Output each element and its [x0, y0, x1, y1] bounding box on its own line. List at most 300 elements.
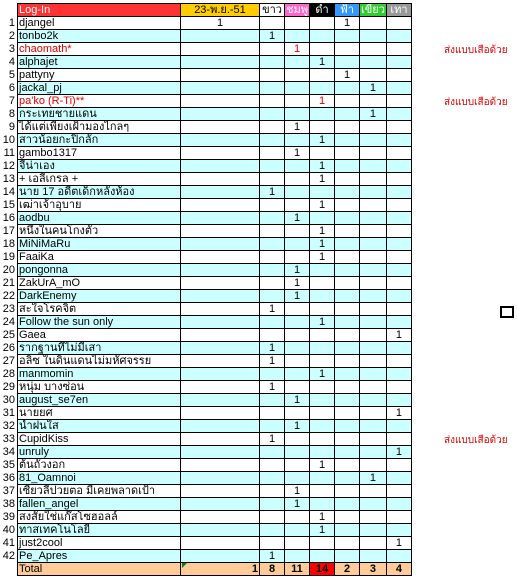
- login-name-cell[interactable]: djangel: [18, 17, 181, 30]
- vote-cell-pink[interactable]: [285, 537, 310, 550]
- vote-cell-date[interactable]: [181, 485, 260, 498]
- vote-cell-gray[interactable]: [386, 186, 411, 199]
- vote-cell-date[interactable]: [181, 381, 260, 394]
- vote-cell-date[interactable]: [181, 30, 260, 43]
- vote-cell-black[interactable]: [310, 147, 335, 160]
- vote-cell-green[interactable]: [360, 407, 387, 420]
- vote-cell-sky[interactable]: [335, 368, 360, 381]
- vote-cell-black[interactable]: [310, 537, 335, 550]
- column-header-black[interactable]: ดำ: [310, 4, 335, 17]
- vote-cell-gray[interactable]: [386, 277, 411, 290]
- vote-cell-sky[interactable]: [335, 407, 360, 420]
- vote-cell-gray[interactable]: 1: [386, 329, 411, 342]
- vote-cell-white[interactable]: 1: [260, 381, 285, 394]
- vote-cell-pink[interactable]: [285, 368, 310, 381]
- vote-cell-pink[interactable]: [285, 95, 310, 108]
- login-name-cell[interactable]: รากฐานที่ไม่มีเสา: [18, 342, 181, 355]
- login-header[interactable]: Log-In: [18, 4, 181, 17]
- vote-cell-green[interactable]: [360, 160, 387, 173]
- vote-cell-white[interactable]: [260, 199, 285, 212]
- vote-cell-pink[interactable]: 1: [285, 212, 310, 225]
- vote-cell-sky[interactable]: [335, 498, 360, 511]
- vote-cell-sky[interactable]: [335, 316, 360, 329]
- vote-cell-gray[interactable]: [386, 160, 411, 173]
- vote-cell-gray[interactable]: [386, 134, 411, 147]
- vote-cell-pink[interactable]: [285, 56, 310, 69]
- vote-cell-green[interactable]: [360, 537, 387, 550]
- vote-cell-date[interactable]: [181, 498, 260, 511]
- vote-cell-sky[interactable]: [335, 446, 360, 459]
- vote-cell-black[interactable]: 1: [310, 368, 335, 381]
- vote-cell-date[interactable]: [181, 537, 260, 550]
- login-name-cell[interactable]: gambo1317: [18, 147, 181, 160]
- vote-cell-sky[interactable]: [335, 381, 360, 394]
- vote-cell-green[interactable]: [360, 173, 387, 186]
- date-header[interactable]: 23-พ.ย.-51: [181, 4, 260, 17]
- vote-cell-gray[interactable]: [386, 550, 411, 563]
- vote-cell-black[interactable]: 1: [310, 316, 335, 329]
- vote-cell-green[interactable]: 1: [360, 108, 387, 121]
- vote-cell-pink[interactable]: 1: [285, 121, 310, 134]
- vote-cell-black[interactable]: 1: [310, 160, 335, 173]
- vote-cell-white[interactable]: [260, 225, 285, 238]
- vote-cell-date[interactable]: [181, 56, 260, 69]
- vote-cell-green[interactable]: [360, 485, 387, 498]
- vote-cell-white[interactable]: [260, 134, 285, 147]
- vote-cell-gray[interactable]: [386, 342, 411, 355]
- vote-cell-green[interactable]: [360, 342, 387, 355]
- vote-cell-green[interactable]: [360, 316, 387, 329]
- vote-cell-pink[interactable]: [285, 329, 310, 342]
- login-name-cell[interactable]: + เอลีเกรล +: [18, 173, 181, 186]
- vote-cell-green[interactable]: [360, 121, 387, 134]
- vote-cell-sky[interactable]: [335, 186, 360, 199]
- vote-cell-gray[interactable]: [386, 355, 411, 368]
- vote-cell-black[interactable]: 1: [310, 95, 335, 108]
- vote-cell-white[interactable]: 1: [260, 186, 285, 199]
- vote-cell-black[interactable]: 1: [310, 56, 335, 69]
- vote-cell-pink[interactable]: 1: [285, 394, 310, 407]
- vote-cell-green[interactable]: [360, 498, 387, 511]
- vote-cell-pink[interactable]: [285, 446, 310, 459]
- vote-cell-green[interactable]: [360, 524, 387, 537]
- vote-cell-pink[interactable]: [285, 511, 310, 524]
- vote-cell-sky[interactable]: [335, 173, 360, 186]
- vote-cell-gray[interactable]: [386, 316, 411, 329]
- login-name-cell[interactable]: unruly: [18, 446, 181, 459]
- vote-cell-green[interactable]: [360, 381, 387, 394]
- vote-cell-date[interactable]: [181, 511, 260, 524]
- vote-cell-black[interactable]: [310, 433, 335, 446]
- vote-cell-white[interactable]: [260, 95, 285, 108]
- vote-cell-sky[interactable]: [335, 394, 360, 407]
- vote-cell-pink[interactable]: [285, 17, 310, 30]
- vote-cell-green[interactable]: [360, 30, 387, 43]
- vote-cell-sky[interactable]: [335, 329, 360, 342]
- vote-cell-pink[interactable]: [285, 30, 310, 43]
- vote-cell-black[interactable]: [310, 82, 335, 95]
- login-name-cell[interactable]: ZakUrA_mO: [18, 277, 181, 290]
- vote-cell-black[interactable]: [310, 329, 335, 342]
- vote-cell-black[interactable]: [310, 355, 335, 368]
- vote-cell-sky[interactable]: [335, 134, 360, 147]
- vote-cell-gray[interactable]: [386, 368, 411, 381]
- vote-cell-black[interactable]: [310, 420, 335, 433]
- vote-cell-date[interactable]: 1: [181, 17, 260, 30]
- vote-cell-gray[interactable]: [386, 433, 411, 446]
- vote-cell-gray[interactable]: [386, 82, 411, 95]
- vote-cell-gray[interactable]: [386, 472, 411, 485]
- vote-cell-black[interactable]: [310, 303, 335, 316]
- vote-cell-sky[interactable]: [335, 485, 360, 498]
- vote-cell-green[interactable]: [360, 368, 387, 381]
- vote-cell-black[interactable]: [310, 186, 335, 199]
- vote-cell-green[interactable]: [360, 134, 387, 147]
- vote-cell-sky[interactable]: [335, 433, 360, 446]
- vote-cell-date[interactable]: [181, 407, 260, 420]
- vote-cell-white[interactable]: 1: [260, 342, 285, 355]
- vote-cell-green[interactable]: [360, 238, 387, 251]
- vote-cell-pink[interactable]: [285, 134, 310, 147]
- vote-cell-white[interactable]: [260, 537, 285, 550]
- vote-cell-sky[interactable]: [335, 277, 360, 290]
- vote-cell-white[interactable]: [260, 264, 285, 277]
- vote-cell-white[interactable]: [260, 524, 285, 537]
- vote-cell-gray[interactable]: [386, 290, 411, 303]
- vote-cell-pink[interactable]: 1: [285, 485, 310, 498]
- vote-cell-date[interactable]: [181, 225, 260, 238]
- vote-cell-gray[interactable]: 1: [386, 407, 411, 420]
- vote-cell-green[interactable]: [360, 329, 387, 342]
- vote-cell-green[interactable]: [360, 212, 387, 225]
- login-name-cell[interactable]: Follow the sun only: [18, 316, 181, 329]
- vote-cell-gray[interactable]: [386, 264, 411, 277]
- vote-cell-date[interactable]: [181, 173, 260, 186]
- vote-cell-sky[interactable]: [335, 56, 360, 69]
- vote-cell-black[interactable]: [310, 121, 335, 134]
- login-name-cell[interactable]: นายยศ: [18, 407, 181, 420]
- vote-cell-black[interactable]: [310, 550, 335, 563]
- vote-cell-white[interactable]: [260, 459, 285, 472]
- vote-cell-date[interactable]: [181, 368, 260, 381]
- vote-cell-sky[interactable]: [335, 472, 360, 485]
- vote-cell-black[interactable]: [310, 69, 335, 82]
- vote-cell-sky[interactable]: [335, 82, 360, 95]
- login-name-cell[interactable]: น้ำฝนใส: [18, 420, 181, 433]
- vote-cell-date[interactable]: [181, 459, 260, 472]
- vote-cell-white[interactable]: [260, 277, 285, 290]
- vote-cell-pink[interactable]: [285, 108, 310, 121]
- vote-cell-black[interactable]: [310, 498, 335, 511]
- vote-cell-pink[interactable]: [285, 238, 310, 251]
- vote-cell-pink[interactable]: [285, 381, 310, 394]
- vote-cell-sky[interactable]: [335, 251, 360, 264]
- vote-cell-black[interactable]: [310, 472, 335, 485]
- vote-cell-pink[interactable]: [285, 225, 310, 238]
- login-name-cell[interactable]: aodbu: [18, 212, 181, 225]
- vote-cell-pink[interactable]: [285, 251, 310, 264]
- vote-cell-date[interactable]: [181, 121, 260, 134]
- vote-cell-gray[interactable]: [386, 173, 411, 186]
- vote-cell-gray[interactable]: [386, 199, 411, 212]
- vote-cell-sky[interactable]: 1: [335, 69, 360, 82]
- vote-cell-black[interactable]: [310, 30, 335, 43]
- login-name-cell[interactable]: จีน่าเอง: [18, 160, 181, 173]
- vote-cell-green[interactable]: [360, 394, 387, 407]
- vote-cell-gray[interactable]: [386, 225, 411, 238]
- vote-cell-white[interactable]: [260, 121, 285, 134]
- vote-cell-white[interactable]: [260, 420, 285, 433]
- vote-cell-white[interactable]: 1: [260, 433, 285, 446]
- vote-cell-gray[interactable]: [386, 394, 411, 407]
- login-name-cell[interactable]: สะใจโรคจิต: [18, 303, 181, 316]
- vote-cell-black[interactable]: 1: [310, 173, 335, 186]
- vote-cell-white[interactable]: 1: [260, 355, 285, 368]
- column-header-white[interactable]: ขาว: [260, 4, 285, 17]
- vote-cell-date[interactable]: [181, 238, 260, 251]
- login-name-cell[interactable]: pattyny: [18, 69, 181, 82]
- vote-cell-sky[interactable]: [335, 147, 360, 160]
- vote-cell-green[interactable]: 1: [360, 82, 387, 95]
- vote-cell-black[interactable]: [310, 17, 335, 30]
- vote-cell-pink[interactable]: [285, 355, 310, 368]
- vote-cell-white[interactable]: [260, 316, 285, 329]
- column-header-pink[interactable]: ชมพู: [286, 4, 308, 16]
- vote-cell-white[interactable]: 1: [260, 30, 285, 43]
- vote-cell-green[interactable]: [360, 511, 387, 524]
- vote-cell-green[interactable]: [360, 459, 387, 472]
- vote-cell-black[interactable]: [310, 407, 335, 420]
- login-name-cell[interactable]: 81_Oamnoi: [18, 472, 181, 485]
- vote-cell-pink[interactable]: 1: [285, 290, 310, 303]
- vote-cell-sky[interactable]: [335, 95, 360, 108]
- vote-cell-black[interactable]: [310, 381, 335, 394]
- vote-cell-black[interactable]: [310, 264, 335, 277]
- login-name-cell[interactable]: just2cool: [18, 537, 181, 550]
- vote-cell-green[interactable]: [360, 550, 387, 563]
- vote-cell-date[interactable]: [181, 316, 260, 329]
- vote-cell-black[interactable]: [310, 342, 335, 355]
- vote-cell-sky[interactable]: [335, 238, 360, 251]
- login-name-cell[interactable]: อลิซ ในดินแดนไม่มหัศจรรย: [18, 355, 181, 368]
- column-header-green[interactable]: เขียว: [361, 4, 385, 16]
- vote-cell-black[interactable]: 1: [310, 238, 335, 251]
- vote-cell-green[interactable]: [360, 186, 387, 199]
- vote-cell-green[interactable]: [360, 303, 387, 316]
- vote-cell-green[interactable]: [360, 355, 387, 368]
- vote-cell-sky[interactable]: [335, 290, 360, 303]
- login-name-cell[interactable]: chaomath*: [18, 43, 181, 56]
- vote-cell-white[interactable]: [260, 498, 285, 511]
- vote-cell-date[interactable]: [181, 472, 260, 485]
- vote-cell-date[interactable]: [181, 303, 260, 316]
- vote-cell-white[interactable]: [260, 485, 285, 498]
- vote-cell-pink[interactable]: [285, 407, 310, 420]
- vote-cell-white[interactable]: [260, 238, 285, 251]
- login-name-cell[interactable]: Gaea: [18, 329, 181, 342]
- vote-cell-pink[interactable]: 1: [285, 498, 310, 511]
- vote-cell-date[interactable]: [181, 329, 260, 342]
- vote-cell-green[interactable]: [360, 199, 387, 212]
- login-name-cell[interactable]: manmomin: [18, 368, 181, 381]
- vote-cell-pink[interactable]: [285, 69, 310, 82]
- vote-cell-date[interactable]: [181, 160, 260, 173]
- vote-cell-pink[interactable]: [285, 199, 310, 212]
- vote-cell-sky[interactable]: [335, 121, 360, 134]
- vote-cell-green[interactable]: [360, 446, 387, 459]
- vote-cell-gray[interactable]: [386, 420, 411, 433]
- vote-cell-black[interactable]: 1: [310, 251, 335, 264]
- vote-cell-date[interactable]: [181, 420, 260, 433]
- vote-cell-white[interactable]: [260, 446, 285, 459]
- vote-cell-gray[interactable]: [386, 69, 411, 82]
- vote-cell-sky[interactable]: [335, 550, 360, 563]
- vote-cell-date[interactable]: [181, 290, 260, 303]
- vote-cell-gray[interactable]: 1: [386, 537, 411, 550]
- login-name-cell[interactable]: FaaiKa: [18, 251, 181, 264]
- vote-cell-gray[interactable]: 1: [386, 446, 411, 459]
- vote-cell-pink[interactable]: [285, 524, 310, 537]
- login-name-cell[interactable]: ทาสเทคโนโลยี: [18, 524, 181, 537]
- vote-cell-gray[interactable]: [386, 95, 411, 108]
- vote-cell-sky[interactable]: [335, 160, 360, 173]
- vote-cell-date[interactable]: [181, 95, 260, 108]
- vote-cell-pink[interactable]: 1: [285, 420, 310, 433]
- login-name-cell[interactable]: หนึ่งในคนโกงตัว: [18, 225, 181, 238]
- vote-cell-green[interactable]: 1: [360, 472, 387, 485]
- vote-cell-gray[interactable]: [386, 485, 411, 498]
- vote-cell-pink[interactable]: [285, 342, 310, 355]
- vote-cell-white[interactable]: [260, 368, 285, 381]
- vote-cell-white[interactable]: 1: [260, 303, 285, 316]
- login-name-cell[interactable]: กระเทยชายแดน: [18, 108, 181, 121]
- vote-cell-white[interactable]: [260, 43, 285, 56]
- vote-cell-pink[interactable]: [285, 472, 310, 485]
- vote-cell-date[interactable]: [181, 355, 260, 368]
- login-name-cell[interactable]: สาวน้อยกะปิกลั๊ก: [18, 134, 181, 147]
- login-name-cell[interactable]: เฒ่าเจ้าอุบาย: [18, 199, 181, 212]
- vote-cell-sky[interactable]: [335, 537, 360, 550]
- vote-cell-sky[interactable]: [335, 108, 360, 121]
- column-header-gray[interactable]: เทา: [386, 4, 411, 17]
- login-name-cell[interactable]: นาย 17 อดีตเด็กหลังห้อง: [18, 186, 181, 199]
- vote-cell-date[interactable]: [181, 147, 260, 160]
- vote-cell-black[interactable]: 1: [310, 134, 335, 147]
- vote-cell-sky[interactable]: [335, 342, 360, 355]
- vote-cell-date[interactable]: [181, 199, 260, 212]
- vote-cell-black[interactable]: 1: [310, 225, 335, 238]
- vote-cell-date[interactable]: [181, 82, 260, 95]
- vote-cell-sky[interactable]: [335, 212, 360, 225]
- vote-cell-white[interactable]: [260, 17, 285, 30]
- vote-cell-pink[interactable]: 1: [285, 264, 310, 277]
- vote-cell-sky[interactable]: [335, 459, 360, 472]
- vote-cell-green[interactable]: [360, 95, 387, 108]
- vote-cell-pink[interactable]: [285, 459, 310, 472]
- vote-cell-sky[interactable]: [335, 199, 360, 212]
- vote-cell-date[interactable]: [181, 342, 260, 355]
- vote-cell-white[interactable]: [260, 56, 285, 69]
- vote-cell-gray[interactable]: [386, 30, 411, 43]
- vote-cell-black[interactable]: 1: [310, 524, 335, 537]
- vote-cell-date[interactable]: [181, 108, 260, 121]
- vote-cell-gray[interactable]: [386, 238, 411, 251]
- vote-cell-black[interactable]: [310, 277, 335, 290]
- vote-cell-black[interactable]: [310, 108, 335, 121]
- vote-cell-date[interactable]: [181, 43, 260, 56]
- vote-cell-gray[interactable]: [386, 212, 411, 225]
- vote-cell-date[interactable]: [181, 212, 260, 225]
- vote-cell-gray[interactable]: [386, 147, 411, 160]
- vote-cell-sky[interactable]: [335, 303, 360, 316]
- login-name-cell[interactable]: หนุ่ม บางซ่อน: [18, 381, 181, 394]
- login-name-cell[interactable]: MiNiMaRu: [18, 238, 181, 251]
- vote-cell-date[interactable]: [181, 550, 260, 563]
- vote-cell-green[interactable]: [360, 69, 387, 82]
- vote-cell-white[interactable]: [260, 251, 285, 264]
- login-name-cell[interactable]: pongonna: [18, 264, 181, 277]
- vote-cell-pink[interactable]: [285, 316, 310, 329]
- vote-cell-pink[interactable]: 1: [285, 277, 310, 290]
- vote-cell-pink[interactable]: 1: [285, 147, 310, 160]
- vote-cell-date[interactable]: [181, 251, 260, 264]
- vote-cell-sky[interactable]: [335, 420, 360, 433]
- vote-cell-green[interactable]: [360, 290, 387, 303]
- vote-cell-black[interactable]: [310, 212, 335, 225]
- vote-cell-date[interactable]: [181, 446, 260, 459]
- vote-cell-green[interactable]: [360, 433, 387, 446]
- vote-cell-white[interactable]: [260, 212, 285, 225]
- vote-cell-date[interactable]: [181, 264, 260, 277]
- vote-cell-pink[interactable]: [285, 82, 310, 95]
- vote-cell-gray[interactable]: [386, 56, 411, 69]
- vote-cell-black[interactable]: [310, 290, 335, 303]
- vote-cell-gray[interactable]: [386, 498, 411, 511]
- vote-cell-white[interactable]: [260, 82, 285, 95]
- vote-cell-black[interactable]: [310, 43, 335, 56]
- vote-cell-sky[interactable]: [335, 355, 360, 368]
- vote-cell-black[interactable]: 1: [310, 459, 335, 472]
- vote-cell-gray[interactable]: [386, 524, 411, 537]
- login-name-cell[interactable]: สงสัยใช่แก๊สโซฮอลล์: [18, 511, 181, 524]
- vote-cell-green[interactable]: [360, 277, 387, 290]
- login-name-cell[interactable]: jackal_pj: [18, 82, 181, 95]
- vote-cell-white[interactable]: [260, 173, 285, 186]
- vote-cell-date[interactable]: [181, 69, 260, 82]
- vote-cell-white[interactable]: [260, 329, 285, 342]
- vote-cell-green[interactable]: [360, 251, 387, 264]
- vote-cell-black[interactable]: [310, 394, 335, 407]
- vote-cell-date[interactable]: [181, 134, 260, 147]
- vote-cell-green[interactable]: [360, 17, 387, 30]
- login-name-cell[interactable]: DarkEnemy: [18, 290, 181, 303]
- vote-cell-green[interactable]: [360, 264, 387, 277]
- column-header-sky[interactable]: ฟ้า: [335, 4, 360, 17]
- vote-cell-sky[interactable]: 1: [335, 17, 360, 30]
- vote-cell-white[interactable]: [260, 108, 285, 121]
- vote-cell-green[interactable]: [360, 420, 387, 433]
- vote-cell-pink[interactable]: [285, 303, 310, 316]
- login-name-cell[interactable]: ได้แต่เพียงเฝ้ามองไกลๆ: [18, 121, 181, 134]
- vote-cell-green[interactable]: [360, 147, 387, 160]
- vote-cell-sky[interactable]: [335, 225, 360, 238]
- vote-cell-white[interactable]: [260, 407, 285, 420]
- vote-cell-sky[interactable]: [335, 43, 360, 56]
- vote-cell-sky[interactable]: [335, 30, 360, 43]
- vote-cell-date[interactable]: [181, 277, 260, 290]
- vote-cell-gray[interactable]: [386, 511, 411, 524]
- login-name-cell[interactable]: fallen_angel: [18, 498, 181, 511]
